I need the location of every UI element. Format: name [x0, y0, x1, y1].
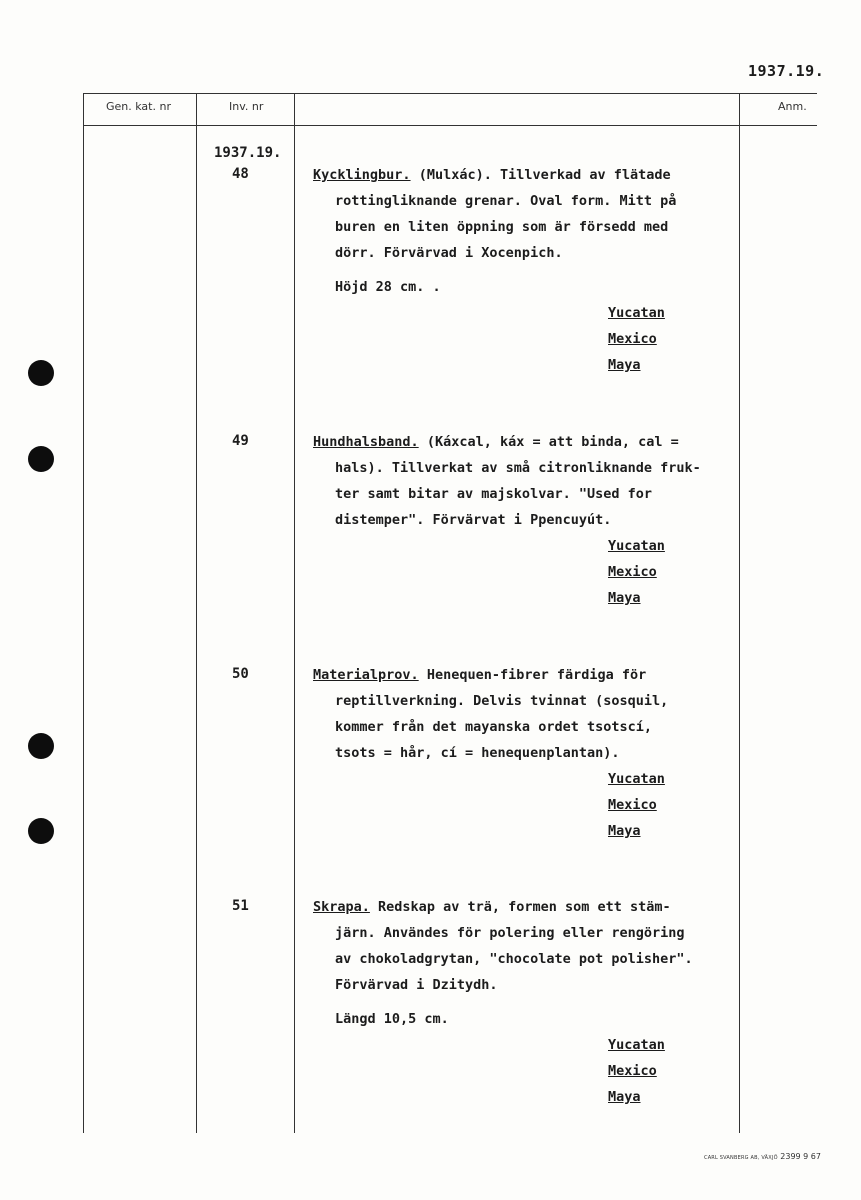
place-region: Yucatan	[608, 305, 665, 321]
entry-text: ter samt bitar av majskolvar. "Used for	[335, 486, 652, 502]
header-bottom-border	[83, 125, 817, 126]
entry-text: rottingliknande grenar. Oval form. Mitt på	[335, 193, 677, 209]
binder-hole	[28, 446, 54, 472]
binder-hole	[28, 360, 54, 386]
place-culture: Maya	[608, 590, 641, 606]
place-culture: Maya	[608, 823, 641, 839]
place-list	[608, 766, 665, 844]
catalog-entry	[313, 662, 743, 766]
form-code: 2399 9 67	[780, 1152, 821, 1161]
inv-number: 49	[232, 433, 249, 449]
entry-text: distemper". Förvärvat i Ppencuyút.	[335, 512, 612, 528]
entry-title: Skrapa.	[313, 899, 370, 915]
inv-number: 48	[232, 166, 249, 182]
entry-title: Kycklingbur.	[313, 167, 411, 183]
catalog-entry	[313, 429, 743, 533]
binder-hole	[28, 818, 54, 844]
entry-measure: Höjd 28 cm. .	[335, 279, 441, 295]
entry-measure: Längd 10,5 cm.	[335, 1011, 449, 1027]
place-region: Yucatan	[608, 771, 665, 787]
entry-title: Hundhalsband.	[313, 434, 419, 450]
column-divider	[294, 93, 295, 1133]
catalog-entry	[313, 894, 743, 1032]
place-culture: Maya	[608, 1089, 641, 1105]
entry-text: (Káxcal, káx = att binda, cal =	[426, 434, 679, 450]
entry-text: buren en liten öppning som är försedd med	[335, 219, 669, 235]
place-list	[608, 1032, 665, 1110]
entry-text: (Mulxác). Tillverkad av flätade	[418, 167, 671, 183]
inv-number: 51	[232, 898, 249, 914]
header-gen-kat-nr: Gen. kat. nr	[106, 100, 171, 113]
place-list	[608, 533, 665, 611]
entry-text: hals). Tillverkat av små citronliknande fruk-	[335, 460, 701, 476]
column-divider	[196, 93, 197, 1133]
table-top-border	[83, 93, 817, 94]
entry-text: dörr. Förvärvad i Xocenpich.	[335, 245, 563, 261]
place-country: Mexico	[608, 797, 657, 813]
place-country: Mexico	[608, 331, 657, 347]
column-divider	[83, 93, 84, 1133]
place-country: Mexico	[608, 564, 657, 580]
entry-text: tsots = hår, cí = henequenplantan).	[335, 745, 620, 761]
entry-text: kommer från det mayanska ordet tsotscí,	[335, 719, 652, 735]
entry-text: reptillverkning. Delvis tvinnat (sosquil,	[335, 693, 669, 709]
entry-title: Materialprov.	[313, 667, 419, 683]
series-number: 1937.19.	[214, 145, 282, 161]
place-region: Yucatan	[608, 538, 665, 554]
place-country: Mexico	[608, 1063, 657, 1079]
inv-number: 50	[232, 666, 249, 682]
place-list	[608, 300, 665, 378]
header-anm: Anm.	[778, 100, 807, 113]
binder-hole	[28, 733, 54, 759]
place-culture: Maya	[608, 357, 641, 373]
place-region: Yucatan	[608, 1037, 665, 1053]
printer-name: CARL SVANBERG AB, VÄXJÖ	[704, 1155, 778, 1161]
entry-text: Förvärvad i Dzitydh.	[335, 977, 498, 993]
entry-text: av chokoladgrytan, "chocolate pot polisher".	[335, 951, 693, 967]
header-inv-nr: Inv. nr	[229, 100, 264, 113]
catalog-entry	[313, 162, 743, 300]
printer-footer	[704, 1152, 821, 1161]
entry-text: Henequen-fibrer färdiga för	[426, 667, 647, 683]
entry-text: Redskap av trä, formen som ett stäm-	[378, 899, 671, 915]
page-number: 1937.19.	[748, 62, 825, 80]
entry-text: järn. Användes för polering eller rengöring	[335, 925, 685, 941]
